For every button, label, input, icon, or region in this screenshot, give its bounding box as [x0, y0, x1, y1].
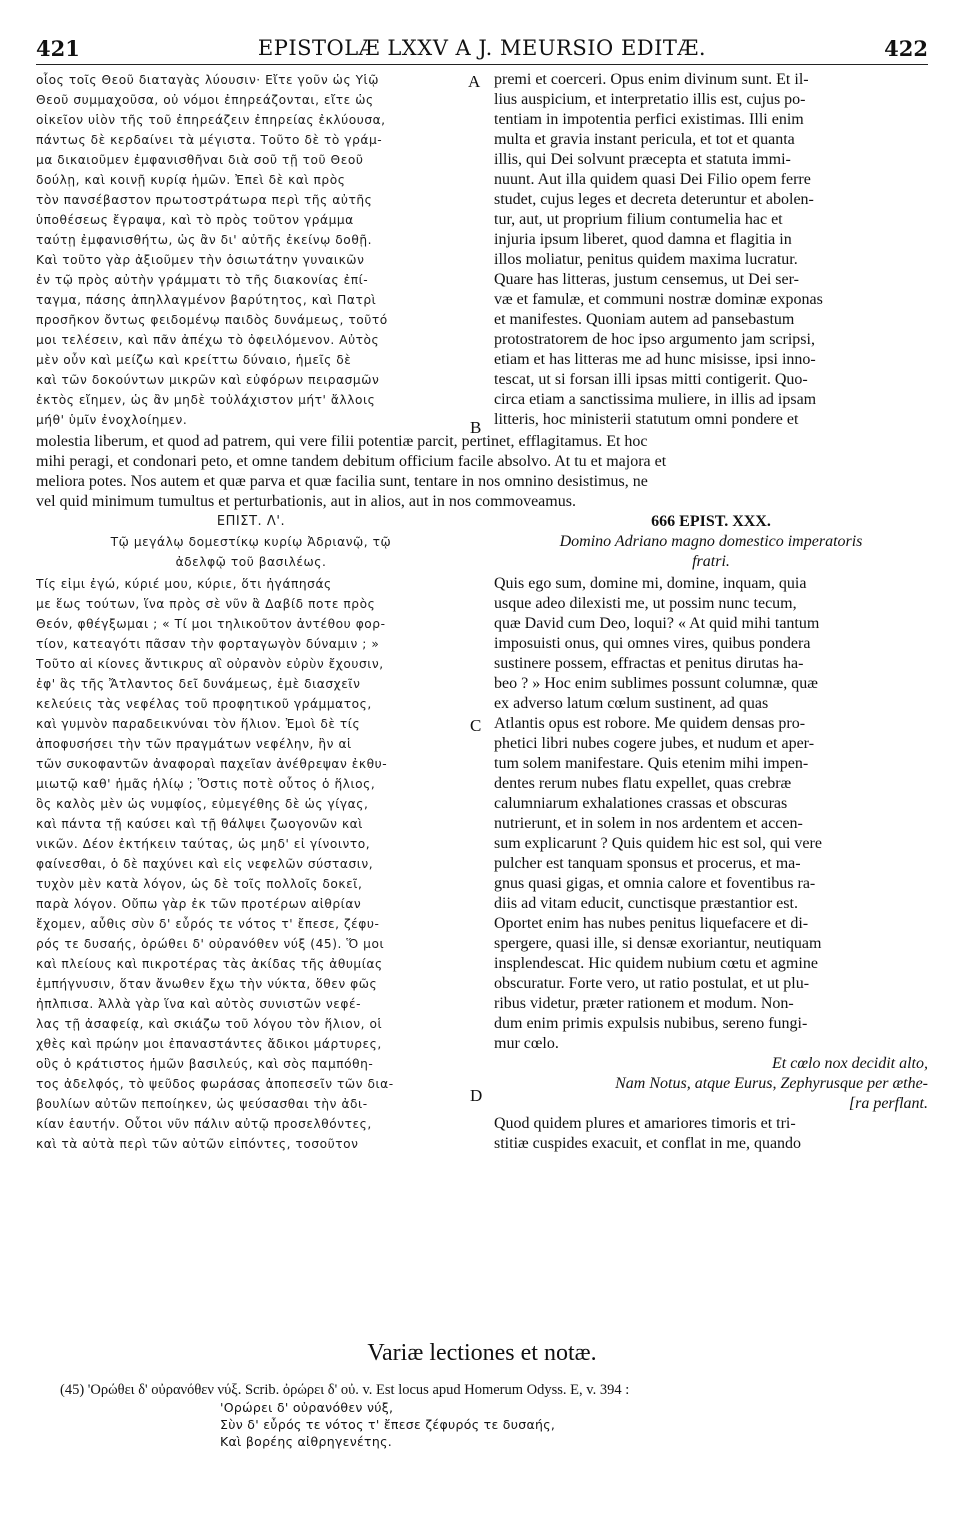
greek-line: ἔχομεν, αὖθις σὺν δ' εὖρός τε νότος τ' ἔπεσε, ζέφυ- — [36, 917, 380, 931]
page-number-right: 422 — [884, 36, 928, 61]
latin-address-line: Domino Adriano magno domestico imperatoris — [559, 533, 863, 550]
greek-line: καὶ πλείους καὶ πικροτέρας τὰς ἀκίδας τῆς ἀθυμίας — [36, 957, 383, 971]
greek-line: ταγμα, πάσης ἀπηλλαγμένον βαρύτητος, καὶ Πατρὶ — [36, 293, 377, 307]
latin-column-sec2 — [494, 574, 928, 1154]
latin-line: nuunt. Aut illa quidem quasi Dei Filio opem ferre — [494, 171, 811, 188]
latin-line: tur, aut, ut proprium filium contumelia hac et — [494, 211, 783, 228]
latin-line: et manifestes. Quoniam autem ad pansebastum — [494, 311, 795, 328]
latin-line: sum explicarunt ? Quis quidem hic est sol, qui vere — [494, 835, 822, 852]
greek-line: φαίνεσθαι, ὁ δὲ παχύνει καὶ εἰς νεφελῶν σύστασιν, — [36, 857, 374, 871]
latin-line: pulcher est tanquam sponsus et procerus, et ma- — [494, 855, 801, 872]
latin-line: beo ? » Hoc enim sublimes possunt columnæ, quæ — [494, 675, 818, 692]
latin-line: Quis ego sum, domine mi, domine, inquam, quia — [494, 575, 807, 592]
greek-line: Τοῦτο αἱ κίονες ἄντικρυς αἳ οὐρανὸν εὐρὺν ἔχουσιν, — [36, 657, 384, 671]
latin-line: dum enim primis expulsis nubibus, sereno fungi- — [494, 1015, 808, 1032]
header-rule — [36, 64, 928, 65]
verse-line: [ra perflant. — [848, 1095, 928, 1112]
greek-line: μοι τελέσειν, καὶ πᾶν ἀπέχω τὸ ὀφειλόμενον. Αὐτὸς — [36, 333, 380, 347]
note-line: (45) 'Ορώθει δ' οὐρανόθεν νύξ. Scrib. ὀρώρει δ' οὐ. v. Est locus apud Homerum Odyss. E, v. 394 : — [60, 1382, 630, 1398]
greek-line: καὶ τῶν δοκούντων μικρῶν καὶ εὐφόρων πειρασμῶν — [36, 373, 380, 387]
greek-line: δούλῃ, καὶ κοινῇ κυρίᾳ ἡμῶν. Ἐπεὶ δὲ καὶ πρὸς — [36, 173, 346, 187]
greek-line: ἀποφυσήσει τὴν τῶν πραγμάτων νεφέλην, ἣν αἱ — [36, 737, 352, 751]
margin-letter-d: D — [470, 1086, 483, 1105]
greek-line: χθὲς καὶ πρώην μοι ἐπαναστάντες ἄδικοι μάρτυρες, — [36, 1037, 382, 1051]
latin-line: injuria ipsum liberet, quod damna et flagitia in — [494, 231, 792, 248]
greek-epistle-heading — [36, 512, 466, 572]
latin-line: væ et famulæ, et communi nostræ dominæ exponas — [494, 291, 823, 308]
greek-line: ἐν τῷ πρὸς αὐτὴν γράμματι τὸ τῆς διακονίας ἐπί- — [36, 273, 369, 287]
latin-line: quæ David cum Deo, loqui? « At quid mihi tantum — [494, 615, 820, 632]
greek-column-sec2 — [36, 574, 466, 1154]
latin-fullwidth-sec1 — [36, 432, 928, 512]
latin-line: ex adverso latum cœlum sustinent, ad quas — [494, 695, 769, 712]
greek-line: προσῆκον ὄντως φειδομένῳ παιδὸς δυνάμεως, τοῦτό — [36, 313, 388, 327]
latin-line: calumniarum exhalationes crassas et obscuras — [494, 795, 788, 812]
latin-line: Quod quidem plures et amariores timoris et tri- — [494, 1115, 796, 1132]
greek-line: κίαν ἑαυτήν. Οὗτοι νῦν πάλιν αὐτῷ προσελθόντες, — [36, 1117, 372, 1131]
greek-line: μὲν οὖν καὶ μείζω καὶ κρείττω δύναιο, ἡμεῖς δὲ — [36, 353, 352, 367]
greek-line: μα δικαιοῦμεν ἐμφανισθῆναι διὰ σοῦ τῇ τοῦ Θεοῦ — [36, 153, 364, 167]
latin-line: mur cœlo. — [494, 1035, 559, 1052]
greek-line: νικῶν. Δέον ἐκτήκειν ταύτας, ὡς μηδ' εἰ γίνοιντο, — [36, 837, 371, 851]
latin-address-line: fratri. — [692, 553, 730, 570]
greek-line: καὶ τὰ αὐτὰ περὶ τῶν αὐτῶν εἰπόντες, τοσοῦτον — [36, 1137, 359, 1151]
latin-line: usque adeo dilexisti me, ut possim nunc tecum, — [494, 595, 797, 612]
greek-line: ἐμπήγνυσιν, ὅταν ἄνωθεν ἔχω τὴν νύκτα, ὅθεν φῶς — [36, 977, 378, 991]
greek-line: μήθ' ὑμῖν ἐνοχλοίημεν. — [36, 413, 188, 427]
latin-line: imposuisti onus, qui omnes vires, quibus pondera — [494, 635, 811, 652]
latin-line: litteris, hoc ministerii statutum omni pondere et — [494, 411, 799, 428]
note-verse-line: Σὺν δ' εὖρός τε νότος τ' ἔπεσε ζέφυρός τε δυσαής, — [220, 1417, 556, 1432]
latin-line: molestia liberum, et quod ad patrem, qui vere filii potentiæ parcit, pertinet, efflagitamus. Et hoc — [36, 433, 648, 450]
greek-line: οἰκεῖον υἱὸν τῆς τοῦ ἐπηρεάζειν ἐπηρείας ἐκλύουσα, — [36, 113, 386, 127]
latin-line: dentes rerum nubes flatu expellet, quas crebræ — [494, 775, 792, 792]
latin-line: insplendescat. Hic quidem nubium cœtu et agmine — [494, 955, 818, 972]
greek-line: ρός τε δυσαής, ὀρώθει δ' οὐρανόθεν νύξ (45). Ὅ μοι — [36, 937, 385, 951]
notes-heading: Variæ lectiones et notæ. — [367, 1340, 597, 1366]
latin-line: stitiæ cuspides exacuit, et conflat in me, quando — [494, 1135, 802, 1152]
latin-line: protostratorem de hoc ipso argumento jam scripsi, — [494, 331, 815, 348]
greek-address-line: Τῷ μεγάλῳ δομεστίκῳ κυρίῳ Ἀδριανῷ, τῷ — [110, 535, 392, 549]
latin-line: nutrierunt, et in solem in nos ardentem et accen- — [494, 815, 803, 832]
greek-line: τυχὸν μὲν κατὰ λόγον, ὡς δὲ τοῖς πολλοῖς δοκεῖ, — [36, 877, 363, 891]
greek-column-sec1 — [36, 70, 466, 430]
latin-line: sustinere possem, effractas et penitus dirutas ha- — [494, 655, 804, 672]
latin-line: Atlantis opus est robore. Me quidem densas pro- — [494, 715, 806, 732]
running-header — [36, 36, 928, 62]
running-title: EPISTOLÆ LXXV A J. MEURSIO EDITÆ. — [257, 36, 707, 60]
verse-line: Et cœlo nox decidit alto, — [772, 1055, 928, 1072]
greek-line: κελεύεις τὰς νεφέλας τοῦ προφητικοῦ γράμματος, — [36, 697, 372, 711]
note-verse-line: 'Ορώρει δ' οὐρανόθεν νύξ, — [220, 1400, 394, 1415]
greek-address-line: ἀδελφῷ τοῦ βασιλέως. — [175, 555, 327, 569]
greek-line: καὶ πάντα τῇ καύσει καὶ τῇ θάλψει ζωογονῶν καὶ — [36, 817, 363, 831]
latin-line: illos moliatur, penitus quidem maxima lucratur. — [494, 251, 798, 268]
latin-epistle-number: 666 EPIST. XXX. — [651, 513, 771, 530]
greek-line: ὑποθέσεως ἔγραψα, καὶ τὸ πρὸς τοῦτον γράμμα — [36, 213, 354, 227]
latin-line: premi et coerceri. Opus enim divinum sunt. Et il- — [494, 71, 809, 88]
latin-line: studet, cujus leges et decreta deteruntur et abolen- — [494, 191, 814, 208]
greek-line: ἠπλπισα. Ἀλλὰ γὰρ ἵνα καὶ αὐτὸς συνιστῶν νεφέ- — [36, 997, 362, 1011]
latin-line: Quare has litteras, justum censemus, ut Dei ser- — [494, 271, 799, 288]
latin-line: tescat, ut si forsan illi ipsas mitti contigerit. Quo- — [494, 371, 808, 388]
greek-line: πάντως δὲ κερδαίνει τὰ μέγιστα. Τοῦτο δὲ τὸ γράμ- — [36, 133, 383, 147]
latin-line: vel quid minimum tumultus et perturbationis, aut in alios, aut in nos commoveamus. — [36, 493, 576, 510]
page-number-left: 421 — [36, 36, 80, 61]
latin-line: meliora potes. Nos autem et quæ parva et quæ facilia sunt, tentare in nos omnino desistimus, ne — [36, 473, 648, 490]
greek-line: ἐκτὸς εἴημεν, ὡς ἂν μηδὲ τοὐλάχιστον μήτ' ἄλλοις — [36, 393, 376, 407]
greek-line: ταύτῃ ἐμφανισθήτω, ὡς ἂν δι' αὐτῆς ἐκείνῳ δοθῇ. — [36, 233, 373, 247]
margin-letter-c: C — [470, 716, 482, 735]
latin-line: spergere, quasi ille, si densæ exoriantur, neutiquam — [494, 935, 822, 952]
note-verse-line: Καὶ βορέης αἰθρηγενέτης. — [220, 1434, 393, 1449]
latin-column-sec1 — [494, 70, 928, 430]
greek-line: βουλίων αὐτῶν πεποίηκεν, ὡς ψεύσασθαι τὴν ἀδι- — [36, 1097, 368, 1111]
greek-line: οἷος τοῖς Θεοῦ διαταγὰς λύουσιν· Εἴτε γοῦν ὡς Υἱῷ — [36, 73, 379, 87]
greek-line: Καὶ τοῦτο γὰρ ἀξιοῦμεν τὴν ὁσιωτάτην γυναικῶν — [36, 253, 365, 267]
greek-line: τῶν συκοφαντῶν ἀναφοραὶ παχεῖαν ἀνέθρεψαν ἐκθυ- — [36, 757, 388, 771]
greek-epistle-number: ΕΠΙΣΤ. Λ'. — [216, 514, 286, 529]
latin-line: tentiam in impotentia perfici existimas. Illi enim — [494, 111, 804, 128]
verse-line: Nam Notus, atque Eurus, Zephyrusque per æthe- — [615, 1075, 928, 1092]
greek-line: τίον, κατεαγότι πᾶσαν τὴν φορταγωγὸν δύναμιν ; » — [36, 637, 380, 651]
latin-line: mihi peragi, et condonari peto, et omne tandem debitum officium facile absolvo. At tu et majora et — [36, 453, 667, 470]
greek-line: Θεόν, φθέγξωμαι ; « Τί μοι τηλικοῦτον ἀντέθου φορ- — [36, 617, 386, 631]
greek-line: με ἕως τούτων, ἵνα πρὸς σὲ νῦν ἃ Δαβίδ ποτε πρὸς — [36, 597, 376, 611]
latin-line: obscuratur. Forte vero, ut ratio postulat, et ut plu- — [494, 975, 810, 992]
latin-line: gnus quasi gigas, et omnia calore et foventibus ra- — [494, 875, 816, 892]
latin-line: etiam et has litteras me ad hunc misisse, ipsi inno- — [494, 351, 816, 368]
greek-line: ὃς καλὸς μὲν ὡς νυμφίος, εὐμεγέθης δὲ ὡς γίγας, — [36, 797, 369, 811]
latin-line: lius auspicium, et interpretatio illis est, cujus po- — [494, 91, 806, 108]
greek-line: Τίς εἰμι ἐγώ, κύριέ μου, κύριε, ὅτι ἠγάπησάς — [36, 577, 332, 591]
greek-line: τος ἀδελφός, τὸ ψεῦδος φωράσας ἀποπεσεῖν τῶν δια- — [36, 1077, 394, 1091]
greek-line: καὶ γυμνὸν παραδεικνύναι τὸν ἥλιον. Ἐμοὶ δὲ τίς — [36, 717, 361, 731]
latin-line: circa etiam a sanctissima muliere, in illis ad ipsam — [494, 391, 817, 408]
margin-letter-a: A — [468, 72, 481, 91]
latin-line: Oportet enim has nubes penitus liquefacere et di- — [494, 915, 809, 932]
notes-block — [60, 1382, 940, 1450]
latin-line: illis, qui Dei solvunt præcepta et statuta immi- — [494, 151, 791, 168]
greek-line: οὓς ὁ κράτιστος ἡμῶν βασιλεύς, καὶ σὸς παμπόθη- — [36, 1057, 374, 1071]
latin-epistle-heading — [494, 512, 928, 572]
greek-line: ἐφ' ἃς τῆς Ἄτλαντος δεῖ δυνάμεως, ἐμὲ διασχεῖν — [36, 677, 361, 691]
greek-line: τὸν πανσέβαστον πρωτοστράτωρα περὶ τῆς αὐτῆς — [36, 193, 373, 207]
greek-line: Θεοῦ συμμαχοῦσα, οὐ νόμοι ἐπηρεάζονται, εἴτε ὡς — [36, 93, 374, 107]
latin-line: tum solem manifestare. Quis etenim mihi impen- — [494, 755, 809, 772]
latin-line: phetici libri nubes cogere jubes, et nudum et aper- — [494, 735, 815, 752]
margin-letter-b: B — [470, 418, 482, 437]
greek-line: παρὰ λόγον. Οὔπω γὰρ ἐκ τῶν προτέρων αἰθρίαν — [36, 897, 362, 911]
latin-line: ribus videtur, præter rationem et modum. Non- — [494, 995, 794, 1012]
greek-line: μιωτῷ καθ' ἡμᾶς ἡλίῳ ; Ὅστις ποτὲ οὗτος ὁ ἥλιος, — [36, 777, 376, 791]
greek-line: λας τῇ ἀσαφείᾳ, καὶ σκιάζω τοῦ λόγου τὸν ἥλιον, οἱ — [36, 1017, 383, 1031]
latin-line: multa et gravia instant pericula, et tot et quanta — [494, 131, 795, 148]
latin-line: diis ad vitam educit, cunctisque præstantior est. — [494, 895, 798, 912]
